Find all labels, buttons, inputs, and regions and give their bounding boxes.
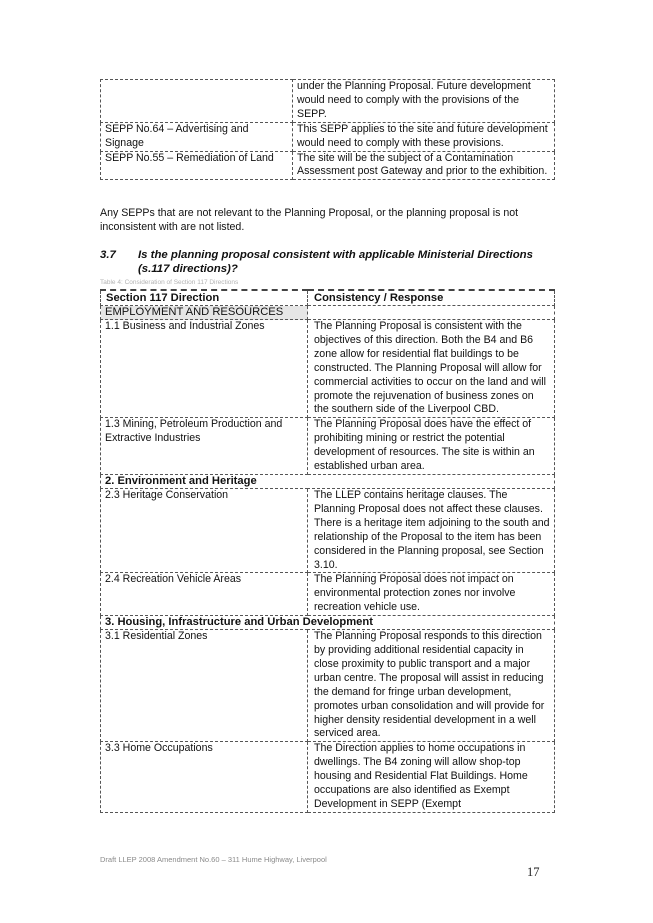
table-row [101, 122, 555, 151]
column-header-response: Consistency / Response [308, 290, 555, 306]
response-cell: The Planning Proposal does not impact on environmental protection zones nor involve recreation vehicle use. [308, 573, 555, 616]
direction-cell: 2.4 Recreation Vehicle Areas [101, 573, 308, 616]
table-row [101, 80, 555, 123]
direction-cell: 1.1 Business and Industrial Zones [101, 320, 308, 418]
table-row [101, 630, 555, 742]
sepp-note: Any SEPPs that are not relevant to the Planning Proposal, or the planning proposal is not inconsistent with are not listed. [100, 207, 519, 233]
section-title: Is the planning proposal consistent with applicable Ministerial Directions (s.117 directions)? [138, 249, 533, 275]
page-footer: Draft LLEP 2008 Amendment No.60 – 311 Hume Highway, Liverpool [100, 855, 327, 864]
direction-cell: 3.3 Home Occupations [101, 742, 308, 813]
direction-cell: 1.3 Mining, Petroleum Production and Extractive Industries [101, 418, 308, 475]
table-row [101, 151, 555, 180]
group-row [101, 306, 555, 320]
sepp-name-cell [101, 80, 293, 123]
sepp-table [100, 79, 555, 180]
sepp-name-cell: SEPP No.55 – Remediation of Land [101, 151, 293, 180]
sepp-response-cell: This SEPP applies to the site and future development would need to comply with these provisions. [293, 122, 555, 151]
table-row [101, 573, 555, 616]
table-row [101, 418, 555, 475]
response-cell: The LLEP contains heritage clauses. The Planning Proposal does not affect these clauses. There is a heritage item adjoining to the south and relationship of the Proposal to the item has been considered in the Planning proposal, see Section 3.10. [308, 488, 555, 572]
section-row [101, 616, 555, 630]
empty-cell [308, 306, 555, 320]
table-row [101, 488, 555, 572]
column-header-direction: Section 117 Direction [101, 290, 308, 306]
table-caption: Table 4: Consideration of Section 117 Directions [100, 279, 239, 286]
sepp-response-cell: The site will be the subject of a Contamination Assessment post Gateway and prior to the exhibition. [293, 151, 555, 180]
section-number: 3.7 [100, 249, 116, 261]
sepp-name-cell: SEPP No.64 – Advertising and Signage [101, 122, 293, 151]
response-cell: The Direction applies to home occupations in dwellings. The B4 zoning will allow shop-top housing and Residential Flat Buildings. Home occupations are also identified as Exempt Development in SEPP (Exempt [308, 742, 555, 813]
page-number: 17 [527, 865, 540, 879]
direction-cell: 3.1 Residential Zones [101, 630, 308, 742]
table-row [101, 320, 555, 418]
response-cell: The Planning Proposal is consistent with the objectives of this direction. Both the B4 and B6 zone allow for residential flat buildings to be constructed. The Planning Proposal will allow for commercial activities to occur on the land and will promote the rejuvenation of business zones on the southern side of the Liverpool CBD. [308, 320, 555, 418]
directions-table [100, 289, 555, 813]
table-header-row [101, 290, 555, 306]
section-row [101, 474, 555, 488]
response-cell: The Planning Proposal does have the effect of prohibiting mining or restrict the potential development of resources. The site is within an established urban area. [308, 418, 555, 475]
section-heading-housing: 3. Housing, Infrastructure and Urban Development [101, 616, 555, 630]
response-cell: The Planning Proposal responds to this direction by providing additional residential capacity in close proximity to public transport and a major urban centre. The proposal will assist in reducing the demand for fringe urban development, promotes urban consolidation and will provide for higher density residential development in a well serviced area. [308, 630, 555, 742]
sepp-response-cell: under the Planning Proposal. Future development would need to comply with the provisions of the SEPP. [293, 80, 555, 123]
group-heading-employment: EMPLOYMENT AND RESOURCES [101, 306, 308, 320]
direction-cell: 2.3 Heritage Conservation [101, 488, 308, 572]
table-row [101, 742, 555, 813]
section-heading-environment: 2. Environment and Heritage [101, 474, 555, 488]
